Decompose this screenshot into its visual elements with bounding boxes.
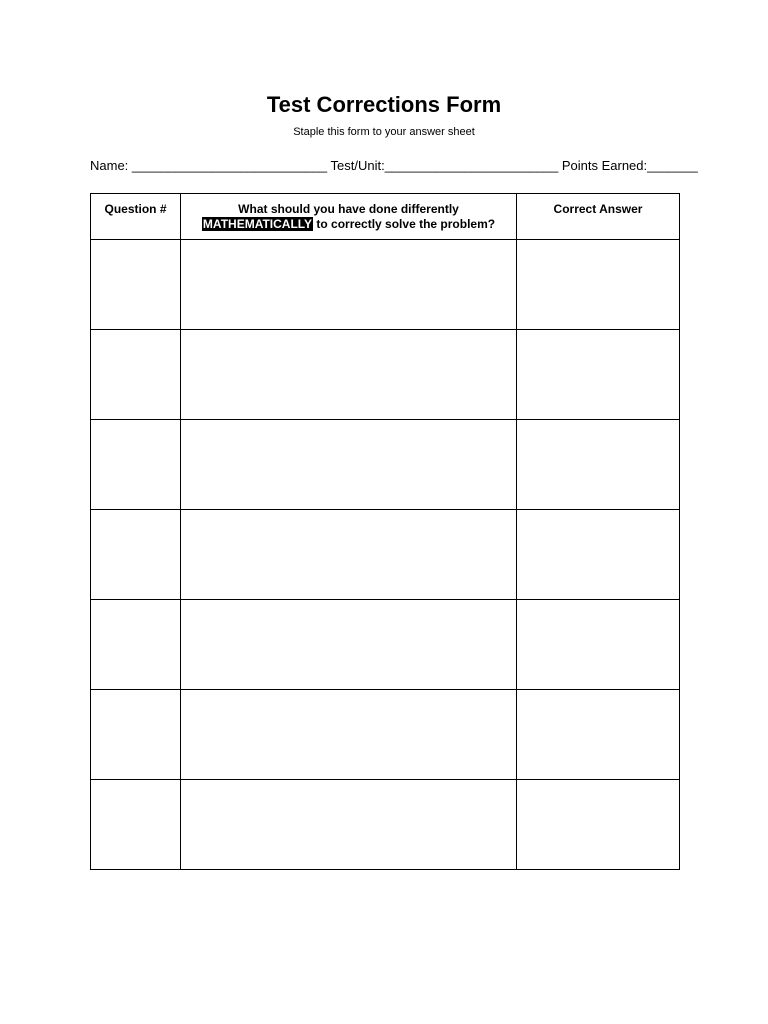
mathematically-highlight: MATHEMATICALLY [202,217,313,231]
correction-cell[interactable] [181,240,517,330]
question-cell[interactable] [91,330,181,420]
correction-cell[interactable] [181,330,517,420]
table-row [91,240,680,330]
table-row [91,420,680,510]
table-row [91,600,680,690]
table-header-row [91,194,680,240]
correction-cell[interactable] [181,600,517,690]
table-row [91,510,680,600]
answer-cell[interactable] [517,420,680,510]
answer-cell[interactable] [517,600,680,690]
answer-cell[interactable] [517,240,680,330]
question-cell[interactable] [91,510,181,600]
header-fields [90,158,698,173]
answer-cell[interactable] [517,330,680,420]
question-cell[interactable] [91,780,181,870]
correction-cell[interactable] [181,420,517,510]
page-subtitle: Staple this form to your answer sheet [293,126,475,138]
question-cell[interactable] [91,690,181,780]
answer-cell[interactable] [517,510,680,600]
what-differently-rest: to correctly solve the problem? [313,217,496,231]
table-row [91,690,680,780]
question-cell[interactable] [91,420,181,510]
name-field[interactable]: Name: ___________________________ [90,158,328,173]
what-differently-line1: What should you have done differently [238,202,459,216]
correction-cell[interactable] [181,780,517,870]
correction-cell[interactable] [181,690,517,780]
answer-cell[interactable] [517,690,680,780]
question-cell[interactable] [91,600,181,690]
answer-cell[interactable] [517,780,680,870]
points-earned-field[interactable]: Points Earned:_______ [561,158,698,173]
corrections-table [90,193,680,870]
page-title: Test Corrections Form [266,92,502,117]
table-row [91,330,680,420]
test-unit-field[interactable]: Test/Unit:________________________ [330,158,559,173]
correction-cell[interactable] [181,510,517,600]
table-row [91,780,680,870]
question-cell[interactable] [91,240,181,330]
what-differently-header [181,194,517,240]
question-number-header: Question # [91,194,181,240]
correct-answer-header: Correct Answer [517,194,680,240]
